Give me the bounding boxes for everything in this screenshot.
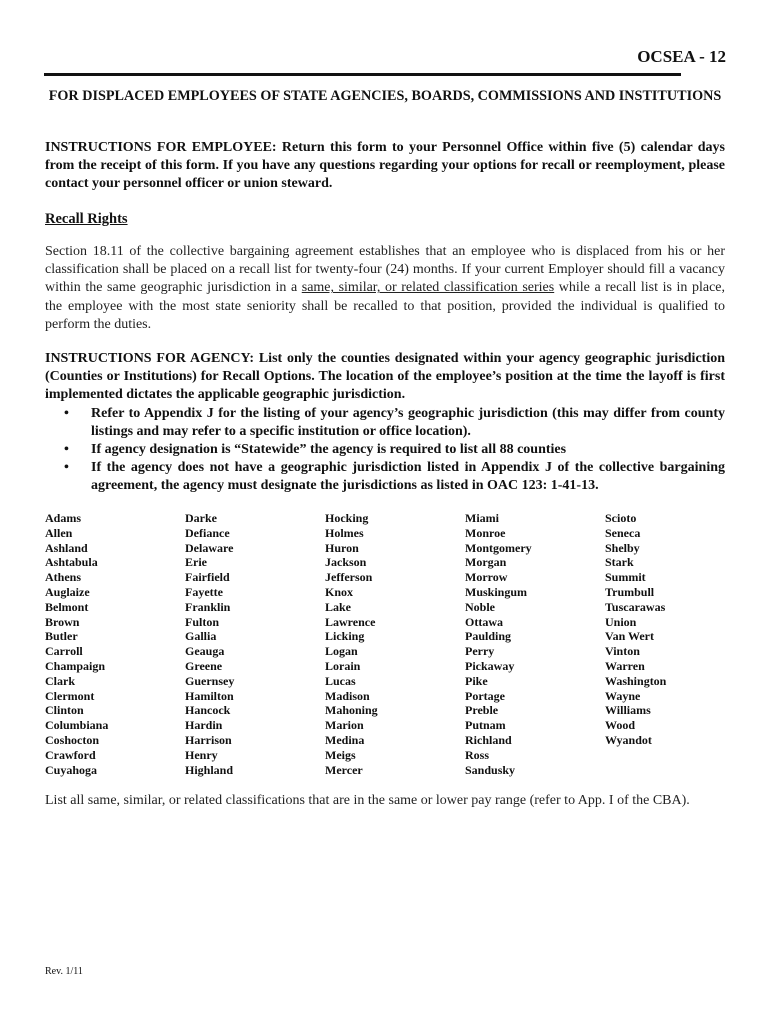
- county-name: Columbiana: [45, 718, 109, 733]
- revision-label: Rev. 1/11: [45, 966, 83, 977]
- county-name: Coshocton: [45, 732, 100, 747]
- county-name: Preble: [465, 703, 499, 718]
- county-name: Belmont: [45, 599, 89, 614]
- county-name: Champaign: [45, 658, 106, 673]
- county-list: [45, 511, 745, 777]
- recall-text-start: Section 18.11 of the collective bargaining agreement establishes that an employee who is displaced from his or her classification shall be placed on a recall list for twenty-four (24) months. If your current Employer should fill a vacancy within the same geographic jurisdiction in a: [45, 244, 725, 296]
- county-name: Noble: [465, 599, 495, 614]
- county-name: Seneca: [605, 525, 641, 540]
- county-name: Wyandot: [605, 732, 652, 747]
- header-rule: [44, 73, 681, 76]
- county-name: Hardin: [185, 718, 223, 733]
- county-name: Lawrence: [325, 614, 376, 629]
- county-name: Cuyahoga: [45, 762, 98, 777]
- county-name: Stark: [605, 555, 634, 570]
- county-name: Knox: [325, 584, 354, 599]
- county-name: Clinton: [45, 703, 84, 718]
- county-name: Muskingum: [465, 584, 528, 599]
- county-name: Franklin: [185, 599, 231, 614]
- county-name: Clermont: [45, 688, 95, 703]
- county-name: Huron: [325, 540, 359, 555]
- county-name: Athens: [45, 570, 82, 585]
- county-name: Union: [605, 614, 637, 629]
- county-name: Carroll: [45, 644, 83, 659]
- county-name: Wood: [605, 718, 636, 733]
- county-name: Jackson: [325, 555, 367, 570]
- county-name: Portage: [465, 688, 505, 703]
- county-name: Ashland: [45, 540, 88, 555]
- county-name: Montgomery: [465, 540, 532, 555]
- agency-instructions-list: [45, 405, 725, 496]
- county-name: Harrison: [185, 732, 232, 747]
- county-name: Madison: [325, 688, 370, 703]
- county-name: Meigs: [325, 747, 356, 762]
- county-name: Warren: [605, 658, 645, 673]
- county-name: Ashtabula: [45, 555, 98, 570]
- county-name: Clark: [45, 673, 75, 688]
- county-name: Morgan: [465, 555, 507, 570]
- county-name: Van Wert: [605, 629, 655, 644]
- county-name: Butler: [45, 629, 78, 644]
- county-name: Washington: [605, 673, 667, 688]
- county-name: Gallia: [185, 629, 217, 644]
- agency-instructions: [45, 350, 725, 496]
- county-name: Paulding: [465, 629, 512, 644]
- county-name: Greene: [185, 658, 223, 673]
- county-name: Allen: [45, 525, 73, 540]
- county-name: Adams: [45, 511, 82, 525]
- county-name: Lucas: [325, 673, 356, 688]
- recall-rights-heading: Recall Rights: [45, 211, 128, 227]
- county-column: [185, 511, 325, 777]
- county-name: Medina: [325, 732, 365, 747]
- county-name: Crawford: [45, 747, 96, 762]
- county-name: Ottawa: [465, 614, 503, 629]
- classification-note: List all same, similar, or related classifications that are in the same or lower pay range (refer to App. I of the CBA).: [45, 793, 690, 808]
- county-column: [605, 511, 745, 777]
- recall-text-end: while a recall list is in place, the employee with the most state seniority shall be recalled to that position, provided the individual is qualified to perform the duties.: [45, 280, 726, 332]
- county-name: Geauga: [185, 644, 225, 659]
- county-name: Pickaway: [465, 658, 515, 673]
- county-name: Morrow: [465, 570, 508, 585]
- recall-text-underlined: same, similar, or related classification series: [301, 280, 555, 296]
- county-name: Tuscarawas: [605, 599, 666, 614]
- county-name: Auglaize: [45, 584, 90, 599]
- agency-bullet: • Refer to Appendix J for the listing of your agency’s geographic jurisdiction (this may differ from county listings and may refer to a specific institution or office location).: [45, 405, 725, 441]
- county-name: Shelby: [605, 540, 640, 555]
- county-name: Marion: [325, 718, 364, 733]
- county-name: Brown: [45, 614, 80, 629]
- county-name: Monroe: [465, 525, 506, 540]
- county-name: Highland: [185, 762, 234, 777]
- county-name: Fayette: [185, 584, 223, 599]
- county-name: Lorain: [325, 658, 361, 673]
- county-name: Hocking: [325, 511, 369, 525]
- agency-bullet: • If the agency does not have a geographic jurisdiction listed in Appendix J of the collective bargaining agreement, the agency must designate the jurisdictions as listed in OAC 123: 1-41-13.: [45, 459, 725, 495]
- county-name: Ross: [465, 747, 490, 762]
- county-name: Darke: [185, 511, 217, 525]
- county-column: [45, 511, 185, 777]
- county-name: Holmes: [325, 525, 364, 540]
- county-name: Hancock: [185, 703, 231, 718]
- agency-instructions-intro: INSTRUCTIONS FOR AGENCY: List only the counties designated within your agency geographic jurisdiction (Counties or Institutions) for Recall Options. The location of the employee’s position at the time the layoff is first implemented dictates the applicable geographic jurisdiction.: [45, 351, 725, 403]
- county-name: Wayne: [605, 688, 641, 703]
- county-name: Hamilton: [185, 688, 234, 703]
- county-name: Lake: [325, 599, 352, 614]
- employee-instructions: INSTRUCTIONS FOR EMPLOYEE: Return this form to your Personnel Office within five (5) calendar days from the receipt of this form. If you have any questions regarding your options for recall or reemployment, please contact your personnel officer or union steward.: [45, 140, 725, 192]
- county-name: Sandusky: [465, 762, 516, 777]
- county-name: Summit: [605, 570, 646, 585]
- county-name: Erie: [185, 555, 207, 570]
- county-name: Scioto: [605, 511, 637, 525]
- county-name: Vinton: [605, 644, 640, 659]
- county-name: Delaware: [185, 540, 234, 555]
- county-column: [325, 511, 465, 777]
- county-name: Mahoning: [325, 703, 378, 718]
- county-name: Fulton: [185, 614, 220, 629]
- county-name: Perry: [465, 644, 495, 659]
- county-name: Guernsey: [185, 673, 235, 688]
- county-name: Richland: [465, 732, 512, 747]
- county-name: Licking: [325, 629, 365, 644]
- county-name: Mercer: [325, 762, 363, 777]
- county-name: Trumbull: [605, 584, 655, 599]
- county-name: Logan: [325, 644, 358, 659]
- county-name: Miami: [465, 511, 499, 525]
- county-name: Defiance: [185, 525, 230, 540]
- page-title: FOR DISPLACED EMPLOYEES OF STATE AGENCIES, BOARDS, COMMISSIONS AND INSTITUTIONS: [48, 88, 722, 104]
- agency-bullet: • If agency designation is “Statewide” the agency is required to list all 88 counties: [45, 441, 725, 459]
- county-name: Jefferson: [325, 570, 373, 585]
- county-name: Henry: [185, 747, 218, 762]
- county-name: Fairfield: [185, 570, 230, 585]
- county-column: [465, 511, 605, 777]
- form-code: OCSEA - 12: [637, 47, 726, 66]
- county-name: Williams: [605, 703, 651, 718]
- county-name: Putnam: [465, 718, 506, 733]
- recall-rights-text: [45, 243, 725, 334]
- county-name: Pike: [465, 673, 488, 688]
